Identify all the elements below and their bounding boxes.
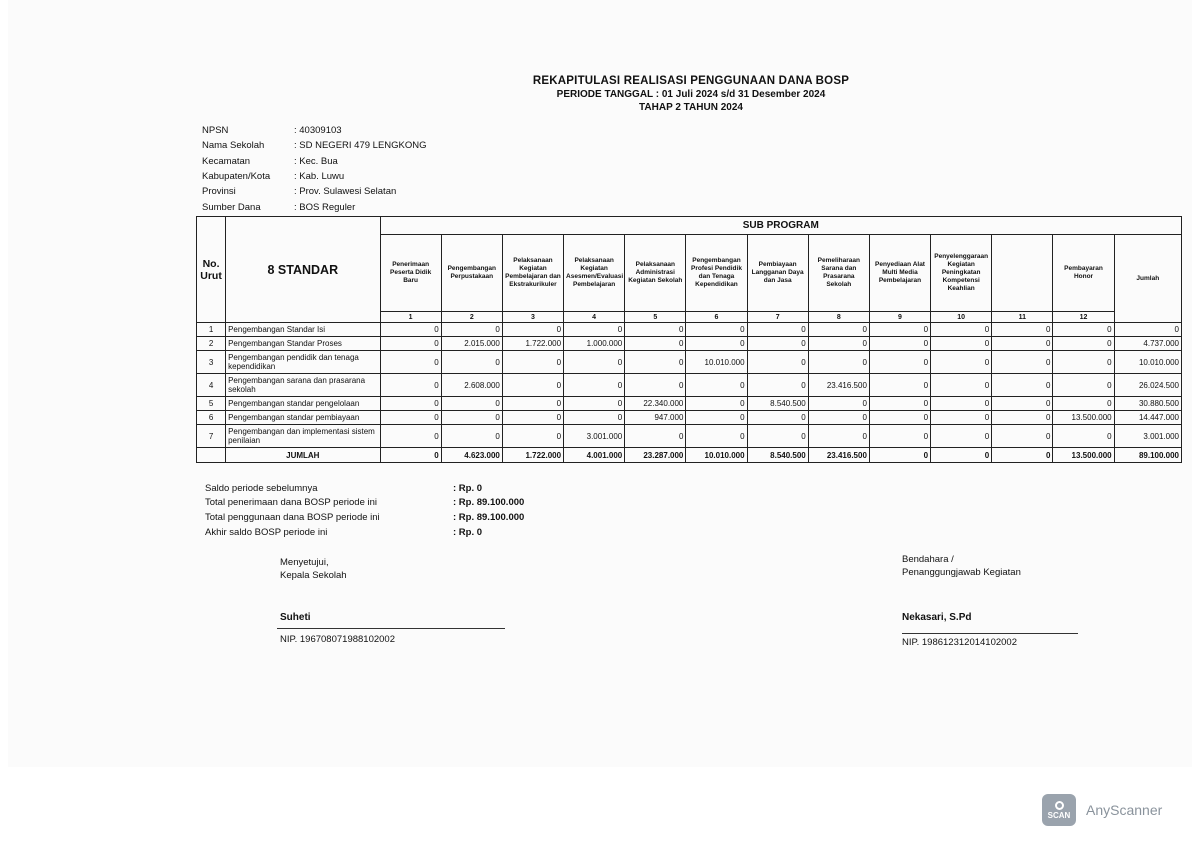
info-value: : Kec. Bua [294,155,338,167]
scan-logo-text: SCAN [1047,810,1071,820]
column-total-cell: 13.500.000 [1053,448,1114,463]
amount-cell: 0 [1053,323,1114,337]
info-row [202,184,427,199]
row-total-cell: 0 [1114,323,1181,337]
balance-value: : Rp. 0 [453,526,483,538]
column-number: 10 [931,312,992,323]
amount-cell: 0 [747,323,808,337]
amount-cell: 0 [441,351,502,374]
info-label: NPSN [202,125,229,137]
column-total-cell: 0 [931,448,992,463]
balance-value: : Rp. 89.100.000 [453,497,525,509]
amount-cell: 0 [808,425,869,448]
amount-cell: 0 [1053,351,1114,374]
document-stage: TAHAP 2 TAHUN 2024 [639,102,743,113]
row-total-cell: 4.737.000 [1114,337,1181,351]
amount-cell: 0 [869,374,930,397]
amount-cell: 0 [1053,425,1114,448]
signature-title: Kepala Sekolah [280,570,347,581]
balance-row [205,510,524,525]
amount-cell: 1.722.000 [502,337,563,351]
jumlah-header: Jumlah [1114,235,1181,323]
amount-cell: 0 [992,425,1053,448]
amount-cell: 0 [686,397,747,411]
table-row [197,425,1182,448]
amount-cell: 0 [380,351,441,374]
sub-program-column-header: Penyediaan Alat Multi Media Pembelajaran [869,235,930,312]
column-total-cell: 0 [869,448,930,463]
amount-cell: 0 [564,323,625,337]
amount-cell: 0 [808,411,869,425]
amount-cell: 2.608.000 [441,374,502,397]
amount-cell: 0 [502,374,563,397]
amount-cell: 8.540.500 [747,397,808,411]
standard-header: 8 STANDAR [226,217,380,323]
amount-cell: 0 [625,374,686,397]
balance-label: Total penggunaan dana BOSP periode ini [205,511,380,523]
column-total-cell: 8.540.500 [747,448,808,463]
row-total-cell: 3.001.000 [1114,425,1181,448]
info-label: Kabupaten/Kota [202,171,271,183]
table-row [197,397,1182,411]
amount-cell: 0 [686,425,747,448]
column-number: 6 [686,312,747,323]
row-total-cell: 14.447.000 [1114,411,1181,425]
amount-cell: 0 [502,411,563,425]
amount-cell: 0 [992,374,1053,397]
column-number: 9 [869,312,930,323]
amount-cell: 0 [808,323,869,337]
sub-program-column-header: Pelaksanaan Kegiatan Pembelajaran dan Ekstrakurikuler [502,235,563,312]
info-value: : BOS Reguler [294,201,356,213]
signature-name: Suheti [280,612,311,623]
standard-name: Pengembangan standar pembiayaan [226,411,380,425]
amount-cell: 0 [686,411,747,425]
info-row [202,169,427,184]
column-total-cell: 4.001.000 [564,448,625,463]
signature-principal [280,556,395,645]
amount-cell: 0 [869,351,930,374]
row-number: 7 [197,425,226,448]
info-row [202,138,427,153]
table-row [197,337,1182,351]
amount-cell: 0 [992,411,1053,425]
amount-cell: 0 [1053,337,1114,351]
amount-cell: 0 [931,323,992,337]
standard-name: Pengembangan pendidik dan tenaga kependidikan [226,351,380,374]
standard-name: Pengembangan standar pengelolaan [226,397,380,411]
column-number: 11 [992,312,1053,323]
total-row [197,448,1182,463]
standard-name: Pengembangan sarana dan prasarana sekolah [226,374,380,397]
amount-cell: 947.000 [625,411,686,425]
balance-value: : Rp. 89.100.000 [453,511,525,523]
info-value: : 40309103 [294,125,342,137]
row-number: 1 [197,323,226,337]
amount-cell: 0 [931,374,992,397]
amount-cell: 0 [931,425,992,448]
signature-treasurer [902,553,1021,648]
signature-line [902,633,1078,634]
amount-cell: 0 [441,397,502,411]
amount-cell: 0 [747,411,808,425]
amount-cell: 0 [992,323,1053,337]
column-number: 4 [564,312,625,323]
standard-name: Pengembangan Standar Isi [226,323,380,337]
row-number: 2 [197,337,226,351]
amount-cell: 0 [686,337,747,351]
signature-name: Nekasari, S.Pd [902,612,972,623]
info-label: Provinsi [202,186,236,198]
amount-cell: 0 [441,425,502,448]
row-number: 5 [197,397,226,411]
row-total-cell: 26.024.500 [1114,374,1181,397]
amount-cell: 0 [869,397,930,411]
amount-cell: 0 [747,425,808,448]
amount-cell: 3.001.000 [564,425,625,448]
sub-program-column-header: Pembiayaan Langganan Daya dan Jasa [747,235,808,312]
amount-cell: 0 [808,397,869,411]
column-total-cell: 0 [992,448,1053,463]
amount-cell: 0 [380,374,441,397]
sub-program-column-header: Pemeliharaan Sarana dan Prasarana Sekolah [808,235,869,312]
row-number: 3 [197,351,226,374]
signature-nip: NIP. 196708071988102002 [280,634,395,645]
amount-cell: 0 [747,374,808,397]
scan-logo-icon [1042,794,1076,826]
amount-cell: 0 [380,323,441,337]
sub-program-column-header: Pembayaran Honor [1053,235,1114,312]
amount-cell: 0 [869,337,930,351]
info-label: Kecamatan [202,155,251,167]
signature-title: Penanggungjawab Kegiatan [902,567,1021,578]
standard-name: Pengembangan dan implementasi sistem penilaian [226,425,380,448]
amount-cell: 0 [931,351,992,374]
amount-cell: 13.500.000 [1053,411,1114,425]
amount-cell: 0 [869,425,930,448]
row-number: 4 [197,374,226,397]
signature-nip: NIP. 198612312014102002 [902,637,1017,648]
info-value: : SD NEGERI 479 LENGKONG [294,140,427,152]
info-value: : Prov. Sulawesi Selatan [294,186,397,198]
balance-label: Total penerimaan dana BOSP periode ini [205,497,377,509]
amount-cell: 0 [869,323,930,337]
signature-role: Bendahara / [902,554,954,565]
document-period: PERIODE TANGGAL : 01 Juli 2024 s/d 31 Desember 2024 [556,89,826,100]
amount-cell: 0 [564,397,625,411]
no-urut-header: No. Urut [197,217,226,323]
column-total-cell: 4.623.000 [441,448,502,463]
sub-program-column-header: Pelaksanaan Kegiatan Asesmen/Evaluasi Pembelajaran [564,235,625,312]
table-row [197,323,1182,337]
amount-cell: 0 [808,351,869,374]
info-label: Sumber Dana [202,201,261,213]
info-label: Nama Sekolah [202,140,265,152]
amount-cell: 0 [992,351,1053,374]
signature-role: Menyetujui, [280,557,329,568]
amount-cell: 0 [564,374,625,397]
balance-row [205,481,524,496]
column-total-cell: 23.416.500 [808,448,869,463]
row-total-cell: 30.880.500 [1114,397,1181,411]
amount-cell: 0 [808,337,869,351]
balance-row [205,496,524,511]
balance-row [205,525,524,540]
amount-cell: 0 [502,397,563,411]
balance-value: : Rp. 0 [453,482,483,494]
row-total-cell: 10.010.000 [1114,351,1181,374]
amount-cell: 0 [564,411,625,425]
amount-cell: 0 [686,374,747,397]
table-row [197,374,1182,397]
total-row-blank [197,448,226,463]
sub-program-column-header: Penerimaan Peserta Didik Baru [380,235,441,312]
column-number: 7 [747,312,808,323]
table-row [197,351,1182,374]
sub-program-header: SUB PROGRAM [380,217,1181,235]
table-row [197,411,1182,425]
column-total-cell: 10.010.000 [686,448,747,463]
amount-cell: 0 [1053,397,1114,411]
column-total-cell: 23.287.000 [625,448,686,463]
amount-cell: 0 [931,397,992,411]
amount-cell: 0 [992,337,1053,351]
amount-cell: 0 [380,425,441,448]
amount-cell: 10.010.000 [686,351,747,374]
standard-name: Pengembangan Standar Proses [226,337,380,351]
info-row [202,154,427,169]
column-number: 3 [502,312,563,323]
amount-cell: 0 [380,397,441,411]
column-total-cell: 0 [380,448,441,463]
amount-cell: 0 [747,337,808,351]
amount-cell: 0 [1053,374,1114,397]
recap-table [196,216,1182,463]
balance-label: Saldo periode sebelumnya [205,482,318,494]
amount-cell: 0 [502,425,563,448]
amount-cell: 0 [869,411,930,425]
amount-cell: 0 [502,323,563,337]
column-number: 1 [380,312,441,323]
balance-summary [205,481,524,539]
school-info [202,123,427,215]
balance-label: Akhir saldo BOSP periode ini [205,526,328,538]
amount-cell: 22.340.000 [625,397,686,411]
amount-cell: 1.000.000 [564,337,625,351]
sub-program-column-header: Penyelenggaraan Kegiatan Peningkatan Kompetensi Keahlian [931,235,992,312]
column-number: 5 [625,312,686,323]
amount-cell: 0 [441,323,502,337]
column-number: 8 [808,312,869,323]
amount-cell: 0 [686,323,747,337]
column-total-cell: 1.722.000 [502,448,563,463]
signature-line [277,628,505,629]
sub-program-column-header [992,235,1053,312]
amount-cell: 23.416.500 [808,374,869,397]
sub-program-column-header: Pengembangan Perpustakaan [441,235,502,312]
amount-cell: 0 [625,323,686,337]
amount-cell: 0 [747,351,808,374]
document-title-block [440,75,942,114]
amount-cell: 0 [625,425,686,448]
column-number: 2 [441,312,502,323]
sub-program-column-header: Pengembangan Profesi Pendidik dan Tenaga Kependidikan [686,235,747,312]
anyscanner-watermark [1042,794,1162,826]
amount-cell: 0 [502,351,563,374]
document-title: REKAPITULASI REALISASI PENGGUNAAN DANA BOSP [532,75,850,87]
grand-total-cell: 89.100.000 [1114,448,1181,463]
amount-cell: 0 [625,351,686,374]
info-row [202,199,427,214]
info-row [202,123,427,138]
total-row-label: JUMLAH [226,448,380,463]
amount-cell: 0 [931,337,992,351]
amount-cell: 0 [441,411,502,425]
amount-cell: 0 [992,397,1053,411]
sub-program-column-header: Pelaksanaan Administrasi Kegiatan Sekolah [625,235,686,312]
scanner-app-name: AnyScanner [1086,802,1163,818]
info-value: : Kab. Luwu [294,171,345,183]
amount-cell: 0 [625,337,686,351]
amount-cell: 0 [380,337,441,351]
amount-cell: 0 [564,351,625,374]
amount-cell: 2.015.000 [441,337,502,351]
amount-cell: 0 [380,411,441,425]
amount-cell: 0 [931,411,992,425]
column-number: 12 [1053,312,1114,323]
row-number: 6 [197,411,226,425]
